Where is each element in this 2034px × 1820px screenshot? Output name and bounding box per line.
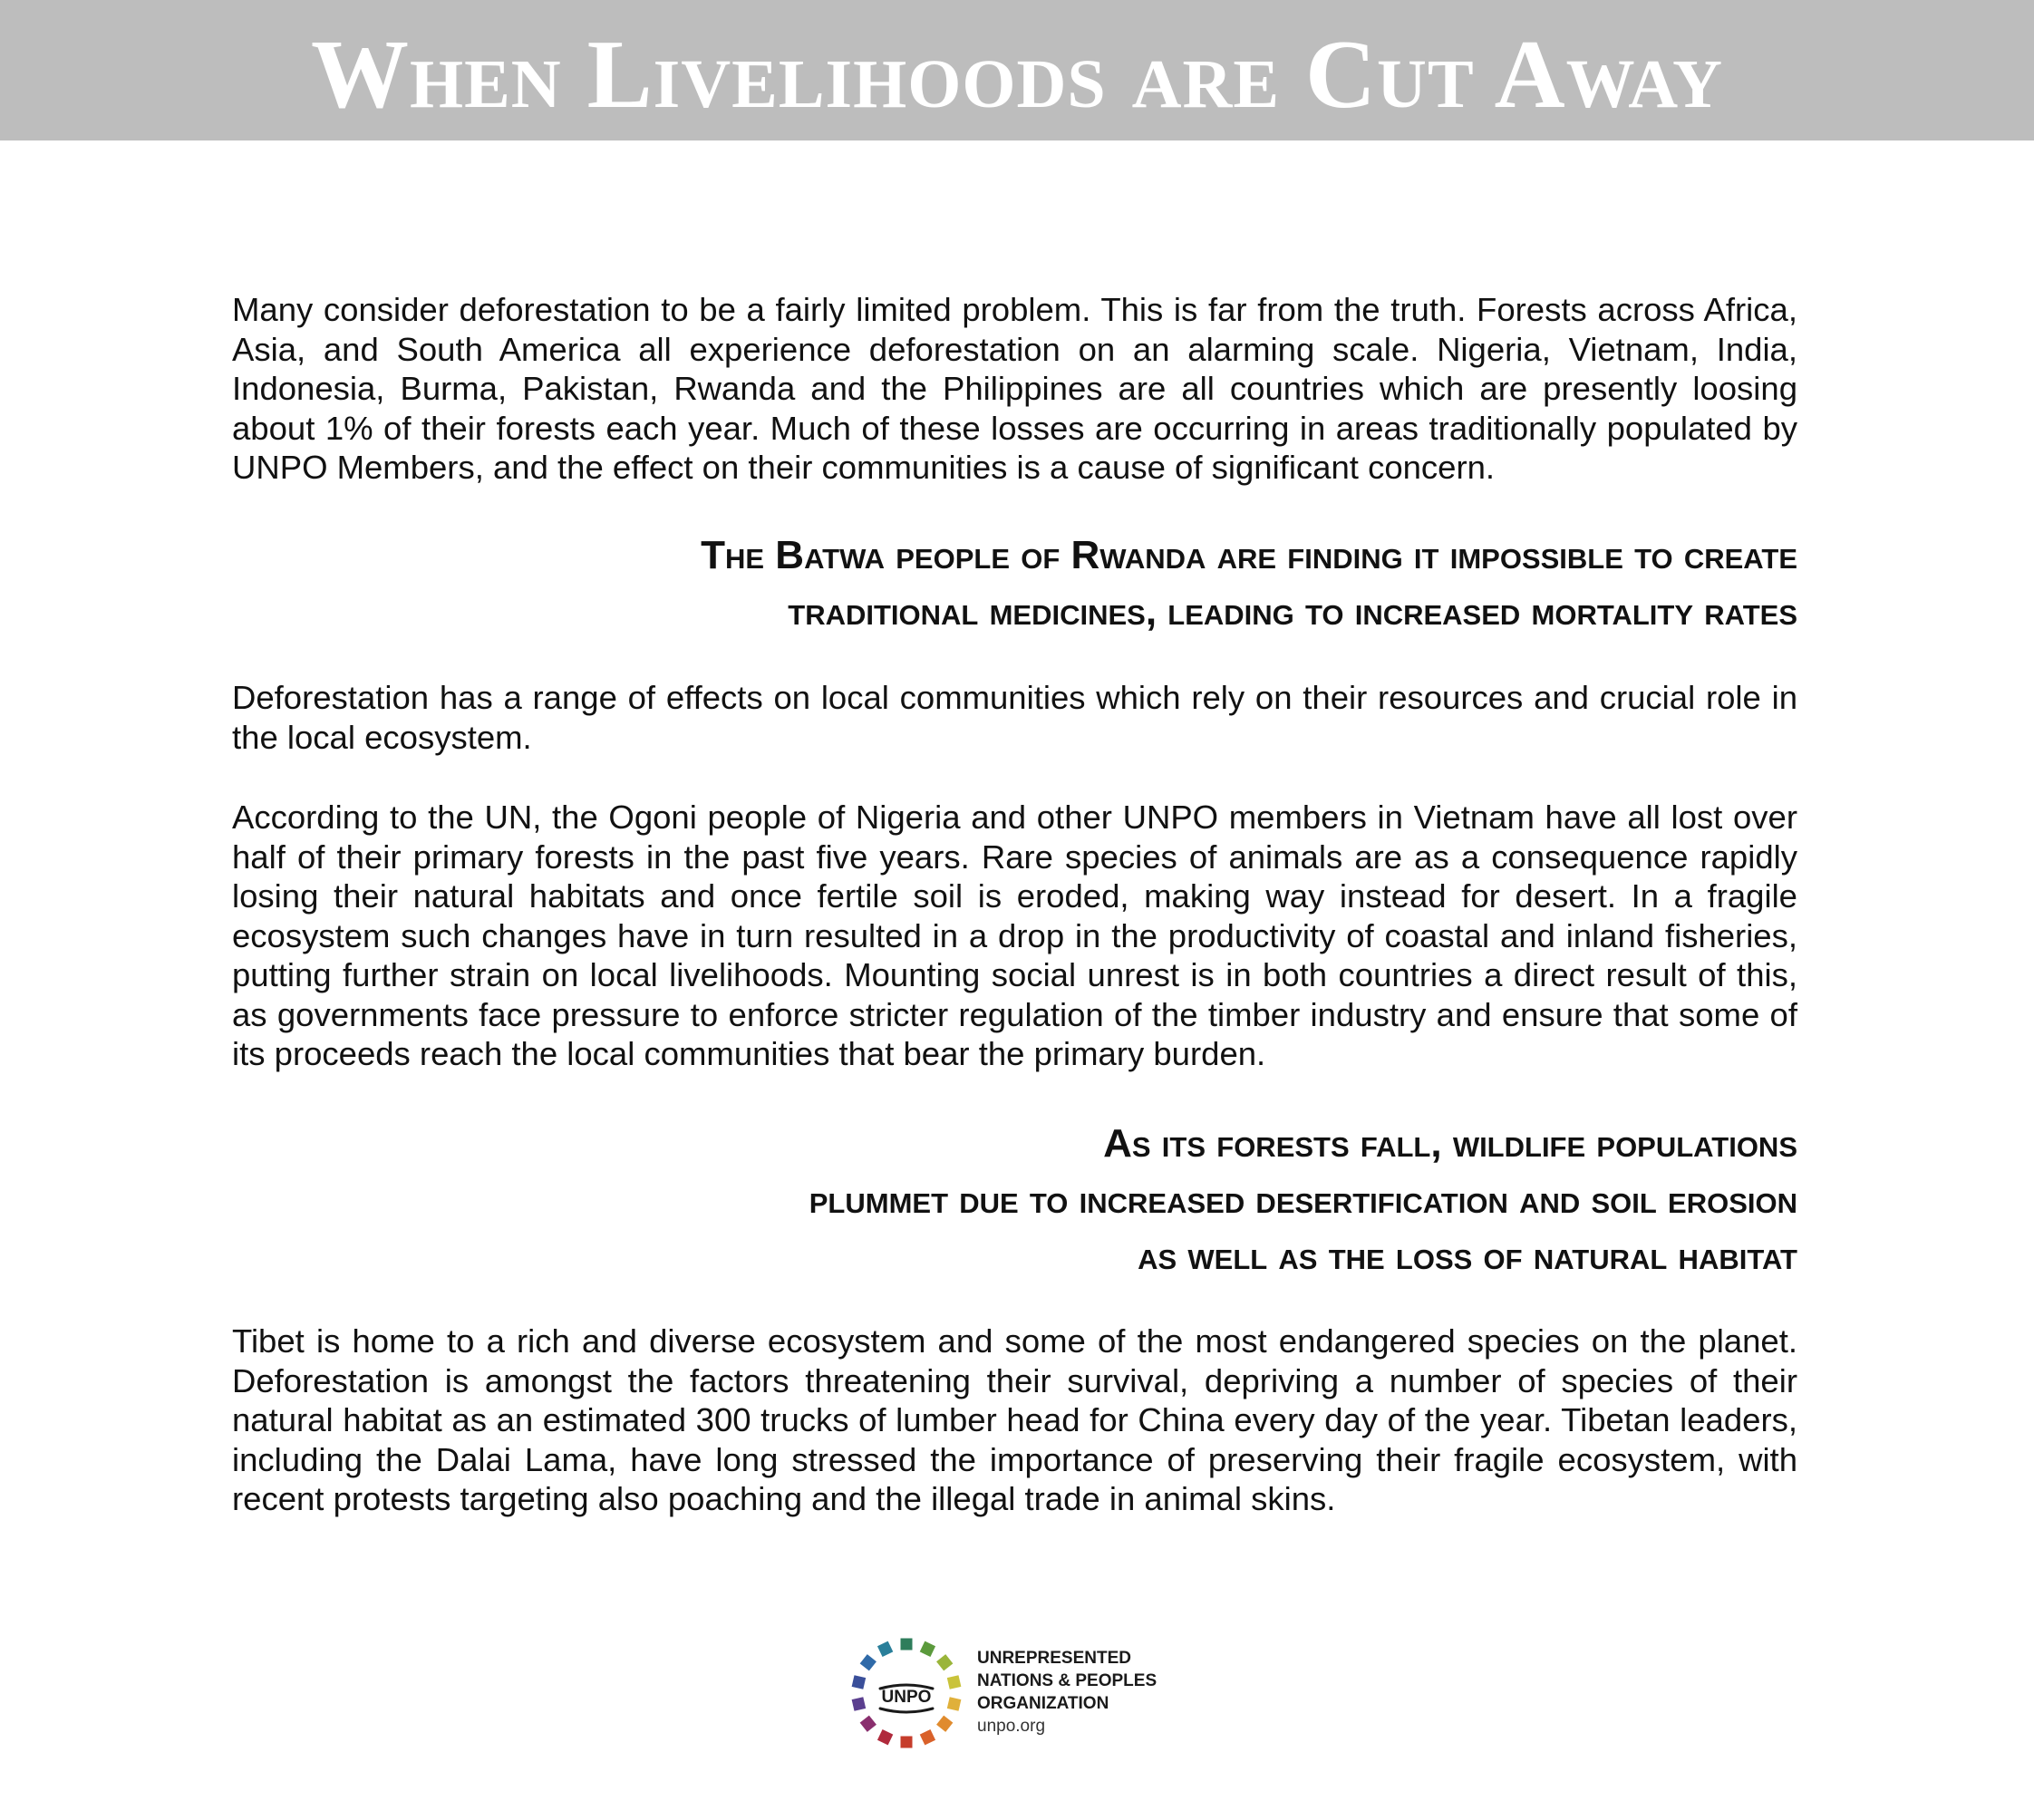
tibet-paragraph: Tibet is home to a rich and diverse ecosystem and some of the most endangered species on the planet. Deforestation is amongst the factors threatening their survival, depriving a number of species of their natural habitat as an estimated 300 trucks of lumber head for China every day of the year. Tibetan leaders, including the Dalai Lama, have long stressed the importance of preserving their fragile ecosystem, with recent protests targeting also poaching and the illegal trade in animal skins. — [232, 1322, 1797, 1517]
batwa-heading-line-1: The Batwa people of Rwanda are finding it impossible to create — [701, 533, 1797, 577]
wildlife-heading-line-1: As its forests fall, wildlife populations — [1103, 1121, 1797, 1166]
ring-segment — [901, 1639, 913, 1651]
title-banner — [0, 0, 2034, 140]
ring-segment — [947, 1697, 962, 1711]
ring-segment — [920, 1729, 935, 1745]
ring-segment — [852, 1675, 867, 1689]
wildlife-heading-line-2: plummet due to increased desertification and soil erosion — [809, 1177, 1797, 1222]
ring-segment — [901, 1737, 913, 1748]
unpo-name — [977, 1647, 1157, 1738]
un-paragraph: According to the UN, the Ogoni people of Nigeria and other UNPO members in Vietnam have all lost over half of their primary forests in the past five years. Rare species of animals are as a consequence rapidly losing their natural habitats and once fertile soil is eroded, making way instead for desert. In a fragile ecosystem such changes have in turn resulted in a drop in the productivity of coastal and inland fisheries, putting further strain on local livelihoods. Mounting social unrest is in both countries a direct result of this, as governments face pressure to enforce stricter regulation of the timber industry and ensure that some of its proceeds reach the local communities that bear the primary burden. — [232, 799, 1797, 1072]
unpo-name-line-3: ORGANIZATION — [977, 1694, 1109, 1713]
unpo-name-line-1: UNREPRESENTED — [977, 1649, 1131, 1668]
ring-segment — [947, 1675, 962, 1689]
ring-segment — [860, 1654, 877, 1670]
ring-segment — [920, 1641, 935, 1657]
batwa-heading-line-2: traditional medicines, leading to increased mortality rates — [788, 589, 1797, 634]
ring-segment — [877, 1729, 893, 1745]
wildlife-heading-line-3: as well as the loss of natural habitat — [1138, 1234, 1797, 1278]
ring-segment — [877, 1641, 893, 1657]
page-title: When Livelihoods are Cut Away — [310, 21, 1724, 129]
unpo-url: unpo.org — [977, 1717, 1046, 1736]
ring-segment — [860, 1716, 877, 1732]
unpo-logo — [848, 1634, 1210, 1761]
batwa-heading — [232, 528, 1797, 640]
ring-segment — [936, 1716, 953, 1732]
intro-paragraph: Many consider deforestation to be a fairly limited problem. This is far from the truth. Forests across Africa, Asia, and South America all experience deforestation on an alarming scale. Nigeria, Vietnam, India, Indonesia, Burma, Pakistan, Rwanda and the Philippines are all countries which are presently loosing about 1% of their forests each year. Much of these losses are occurring in areas traditionally populated by UNPO Members, and the effect on their communities is a cause of significant concern. — [232, 291, 1797, 486]
ring-segment — [852, 1697, 867, 1711]
effects-paragraph: Deforestation has a range of effects on local communities which rely on their resources and crucial role in the local ecosystem. — [232, 679, 1797, 756]
ring-segment — [936, 1654, 953, 1670]
unpo-badge-text: UNPO — [881, 1688, 932, 1707]
unpo-name-line-2: NATIONS & PEOPLES — [977, 1671, 1157, 1690]
wildlife-heading — [232, 1116, 1797, 1284]
unpo-ring-icon — [848, 1634, 965, 1752]
